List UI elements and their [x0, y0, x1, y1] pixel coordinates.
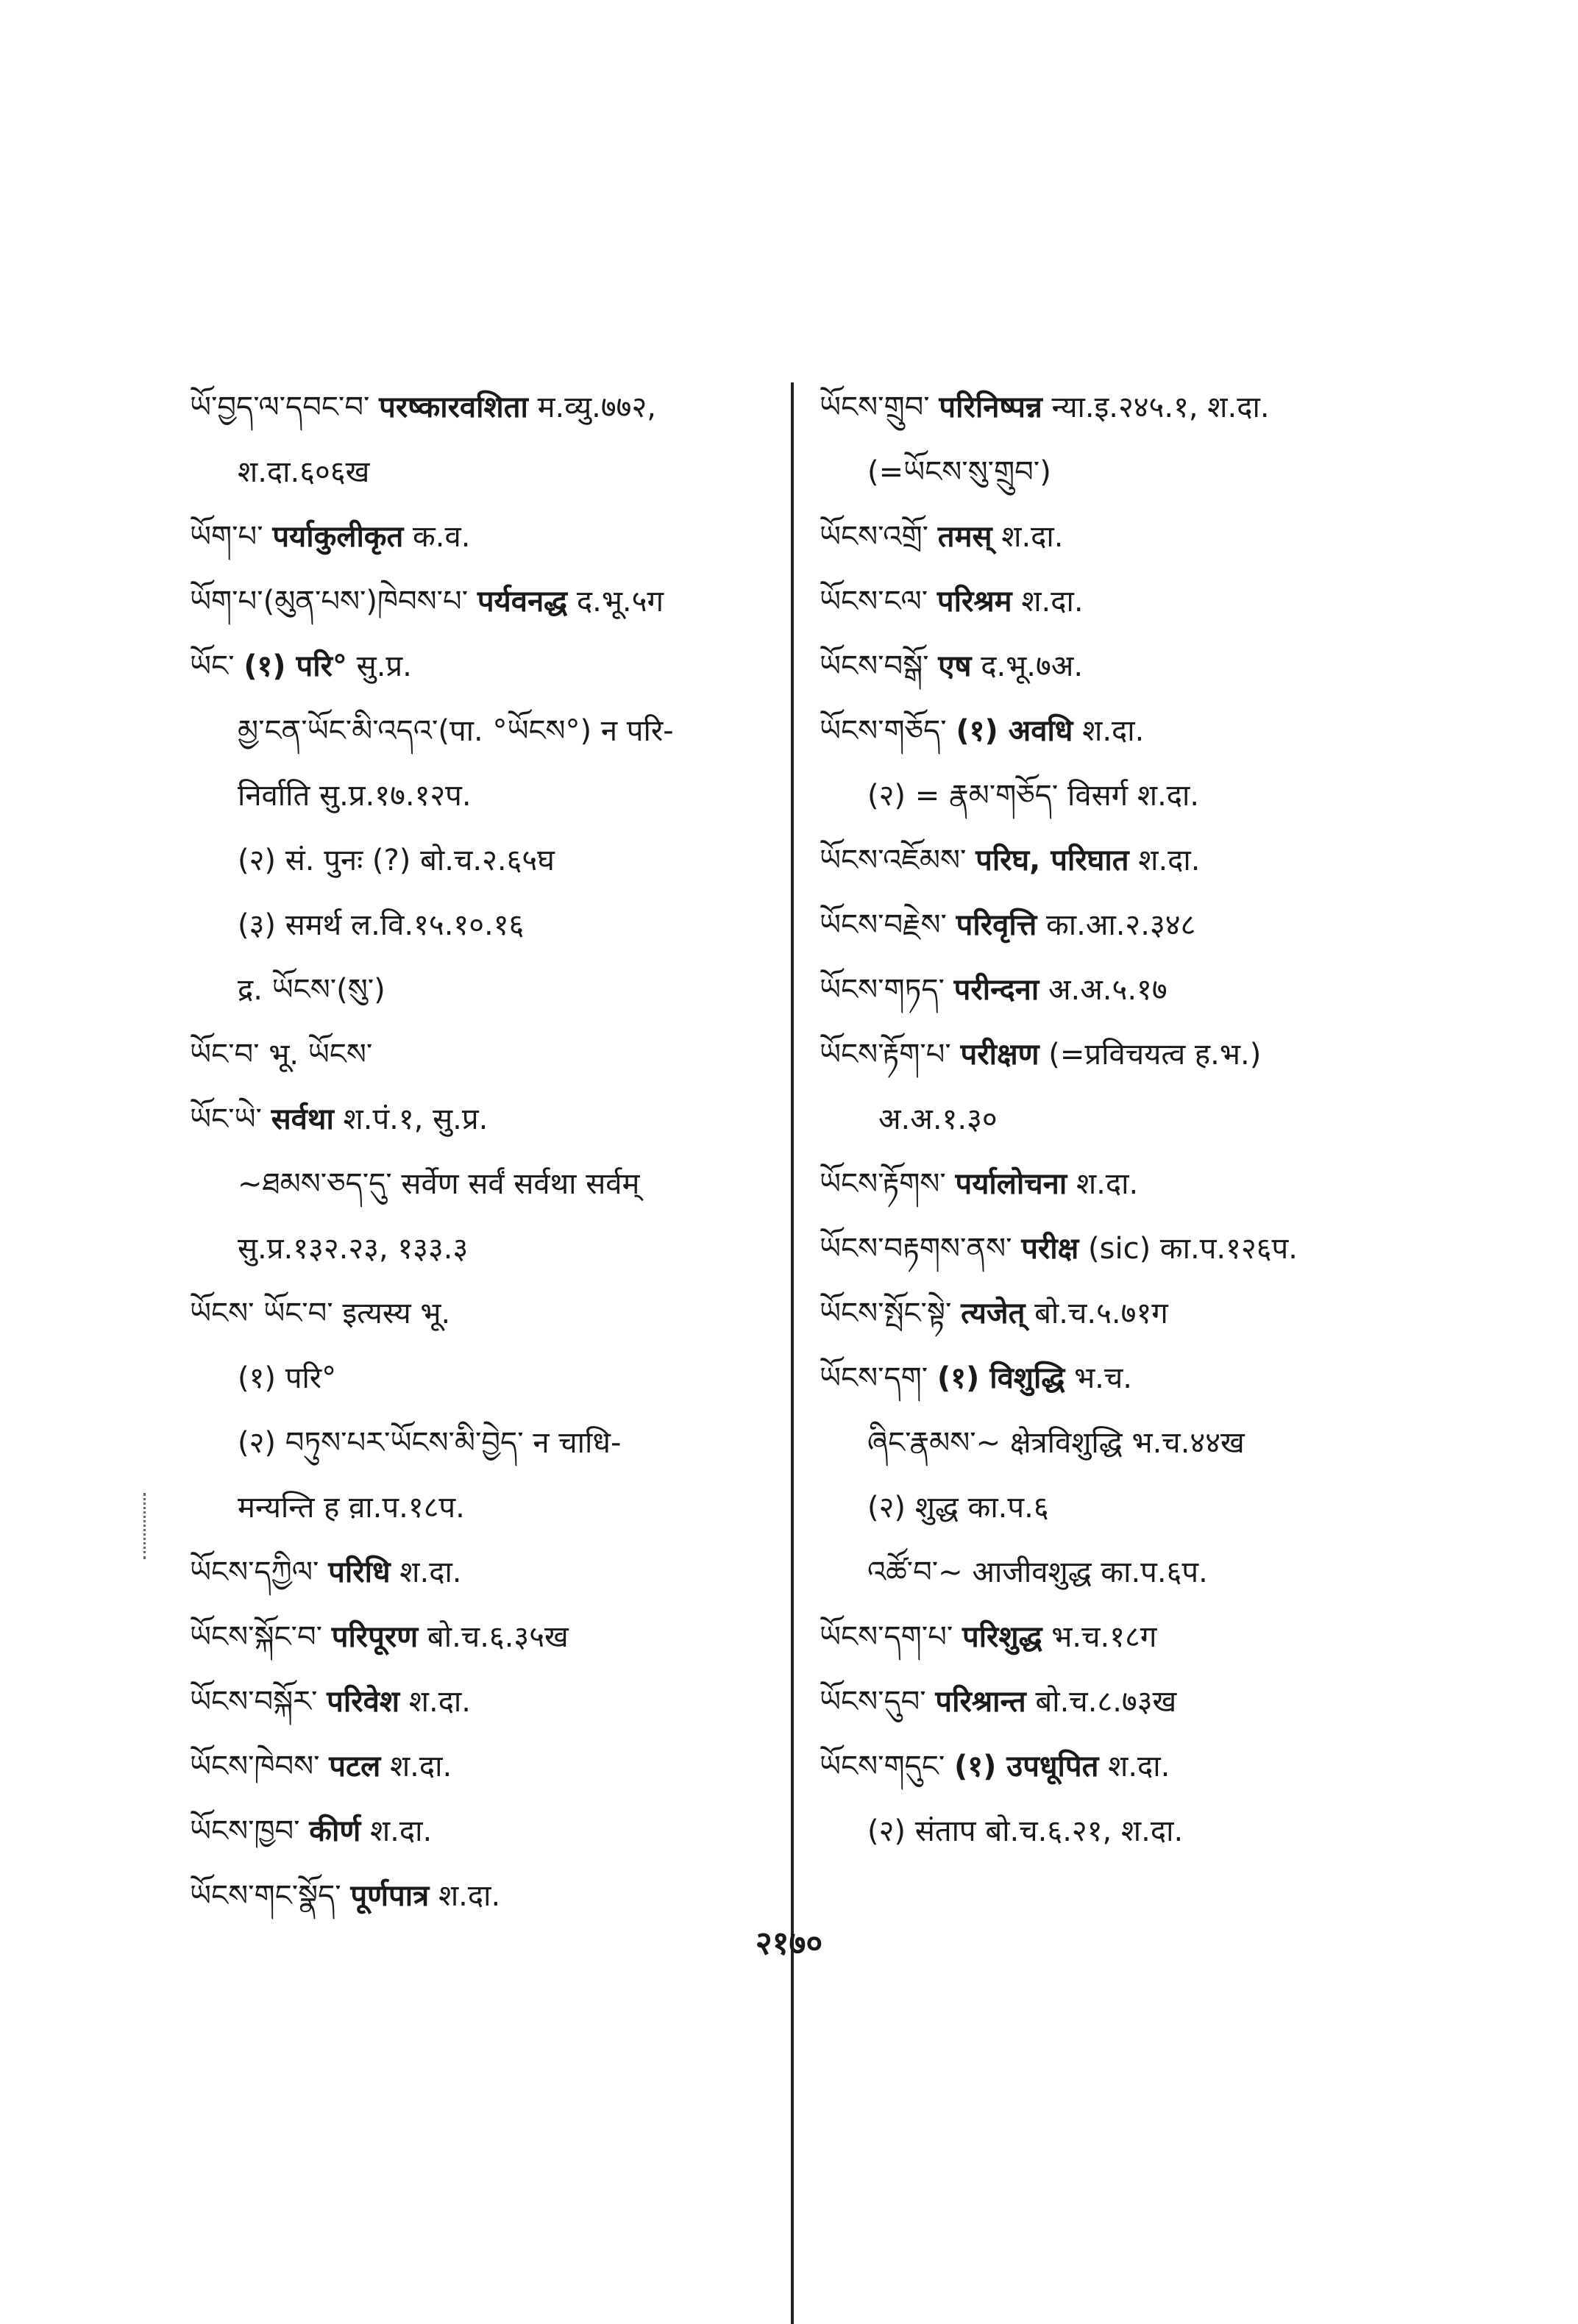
dictionary-entry [820, 958, 1393, 1022]
entry-gloss: सर्वथा [271, 1102, 334, 1136]
dictionary-entry [820, 634, 1393, 699]
dictionary-entry [820, 1022, 1393, 1087]
dictionary-entry [820, 828, 1393, 893]
entry-continuation: (२) सं. पुनः (?) बो.च.२.६५घ [238, 844, 555, 877]
entry-headword: ཡོག་པ་ [190, 520, 263, 554]
dictionary-entry [190, 569, 778, 634]
entry-continuation: (=ཡོངས་སུ་གྲུབ་) [867, 455, 1051, 489]
entry-headword: ཡོངས་སྤོང་སྟེ་ [820, 1297, 952, 1330]
entry-gloss: कीर्ण [309, 1814, 361, 1848]
entry-headword: ཡོངས་གདུང་ [820, 1750, 945, 1783]
entry-reference: श.दा. [1108, 1750, 1170, 1783]
entry-gloss: त्यजेत् [961, 1297, 1026, 1330]
entry-continuation: (२) शुद्ध का.प.६ [867, 1491, 1049, 1525]
entry-continuation: सु.प्र.१३२.२३, १३३.३ [238, 1232, 469, 1266]
entry-continuation: अ.अ.१.३० [878, 1102, 998, 1136]
entry-continuation: (३) समर्थ ल.वि.१५.१०.१६ [238, 908, 525, 942]
entry-continuation: (२) संताप बो.च.६.२१, श.दा. [867, 1814, 1184, 1848]
entry-gloss: पटल [329, 1750, 381, 1783]
dictionary-entry [820, 893, 1393, 958]
entry-headword: ཡོངས་དག་པ་ [820, 1620, 953, 1654]
entry-reference: म.व्यु.७७२, [537, 391, 656, 424]
entry-reference: श.दा. [1138, 844, 1201, 877]
entry-gloss: तमस् [937, 520, 992, 554]
entry-gloss: परिशुद्ध [962, 1620, 1042, 1654]
dictionary-entry [190, 1087, 778, 1152]
entry-reference: का.आ.२.३४८ [1046, 908, 1196, 942]
dictionary-entry [190, 1799, 778, 1864]
entry-headword: ཡོག་པ་(མུན་པས་)ཁེབས་པ་ [190, 585, 469, 619]
dictionary-entry [820, 505, 1393, 569]
dictionary-entry [820, 699, 1393, 763]
entry-reference: श.दा. [438, 1879, 501, 1913]
dictionary-entry [190, 1605, 778, 1669]
entry-reference: बो.च.५.७१ग [1034, 1297, 1168, 1330]
entry-reference: श.दा. [1076, 1167, 1139, 1201]
entry-gloss: परिधि [328, 1555, 391, 1589]
entry-continuation: མྱ་ངན་ཡོང་མི་འདའ་(पा. °ཡོངས°) न परि- [238, 714, 674, 748]
entry-gloss: परीन्दना [953, 973, 1039, 1007]
entry-reference: सु.प्र. [356, 649, 412, 683]
entry-headword: ཡོངས་གཏད་ [820, 973, 945, 1007]
entry-headword: ཡོངས་དུབ་ [820, 1685, 926, 1719]
entry-reference: श.दा. [369, 1814, 433, 1848]
entry-headword: ཡོངས་འཇོམས་ [820, 844, 967, 877]
entry-gloss: (१) परि° [244, 649, 347, 683]
column-divider [791, 382, 794, 2324]
entry-gloss: परीक्ष [1021, 1232, 1079, 1266]
entry-headword: ཡོངས་དཀྱིལ་ [190, 1555, 319, 1589]
entry-reference: श.पं.१, सु.प्र. [343, 1102, 488, 1136]
entry-continuation: (२) བཏུས་པར་ཡོངས་མི་བྱེད་ न चाधि- [238, 1426, 622, 1460]
dictionary-entry [820, 1734, 1393, 1799]
left-column [190, 375, 778, 1928]
entry-reference: श.दा. [1001, 520, 1064, 554]
entry-continuation: द्र. ཡོངས་(སུ་) [238, 973, 385, 1007]
entry-continuation: ཞིང་རྣམས་~ क्षेत्रविशुद्धि भ.च.४४ख [867, 1426, 1245, 1460]
entry-headword: ཡོངས་གཅོད་ [820, 714, 947, 748]
entry-gloss: (१) अवधि [956, 714, 1073, 748]
entry-reference: (sic) का.प.१२६प. [1088, 1232, 1298, 1266]
entry-headword: ཡོངས་བརྟགས་ནས་ [820, 1232, 1012, 1266]
entry-gloss: परिघ, परिघात [975, 844, 1129, 877]
entry-headword: ཡོངས་ཁེབས་ [190, 1750, 320, 1783]
entry-continuation: श.दा.६०६ख [238, 455, 370, 489]
entry-reference: (=प्रविचयत्व ह.भ.) [1048, 1038, 1262, 1072]
entry-continuation: मन्यन्ति ह व़ा.प.१८प. [238, 1491, 465, 1525]
margin-mark [143, 1493, 148, 1559]
entry-gloss: परिश्रम [937, 585, 1012, 619]
entry-continuation: ~ཐམས་ཅད་དུ་ सर्वेण सर्वं सर्वथा सर्वम् [238, 1167, 640, 1201]
entry-headword: ཡོངས་སྐོང་བ་ [190, 1620, 322, 1654]
dictionary-entry [190, 1669, 778, 1734]
entry-gloss: एष [938, 649, 972, 683]
entry-gloss: परिश्रान्त [935, 1685, 1026, 1719]
right-column [820, 375, 1393, 1864]
dictionary-entry [820, 1669, 1393, 1734]
entry-headword: ཡོངས་བསྐོར་ [190, 1685, 318, 1719]
entry-headword: ཡོངས་དག་ [820, 1361, 928, 1395]
entry-reference: द.भू.७अ. [981, 649, 1084, 683]
entry-reference: भ.च. [1074, 1361, 1133, 1395]
entry-gloss: पर्याकुलीकृत [272, 520, 404, 554]
dictionary-entry [190, 505, 778, 569]
dictionary-entry [820, 1152, 1393, 1216]
entry-headword: ཡོངས་རྟོགས་ [820, 1167, 946, 1201]
dictionary-entry [820, 1216, 1393, 1281]
entry-headword: ཡོང་ཡེ་ [190, 1102, 262, 1136]
entry-reference: ཡོང་བ་ इत्यस्य भू. [263, 1297, 451, 1330]
entry-gloss: पर्यवनद्ध [477, 585, 568, 619]
entry-headword: ཡོངས་བརྗེས་ [820, 908, 947, 942]
entry-reference: भू. ཡོངས་ [269, 1038, 373, 1072]
entry-reference: अ.अ.५.१७ [1048, 973, 1167, 1007]
entry-gloss: (१) उपधूपित [954, 1750, 1099, 1783]
dictionary-entry [820, 569, 1393, 634]
entry-reference: भ.च.१८ग [1051, 1620, 1157, 1654]
entry-headword: ཡོང་བ་ [190, 1038, 260, 1072]
dictionary-entry [190, 1864, 778, 1928]
entry-gloss: परिवृत्ति [956, 908, 1037, 942]
entry-gloss: पूर्णपात्र [350, 1879, 430, 1913]
entry-reference: श.दा. [408, 1685, 472, 1719]
dictionary-entry [190, 1022, 778, 1087]
entry-gloss: पर्यालोचना [955, 1167, 1067, 1201]
dictionary-entry [190, 375, 778, 440]
dictionary-entry [820, 375, 1393, 440]
entry-reference: बो.च.८.७३ख [1035, 1685, 1177, 1719]
entry-gloss: परिवेश [327, 1685, 400, 1719]
dictionary-entry [190, 1540, 778, 1605]
entry-headword: ཡོངས་བསྒོ་ [820, 649, 929, 683]
entry-reference: श.दा. [389, 1750, 452, 1783]
dictionary-entry [820, 1281, 1393, 1346]
entry-headword: ཡོངས་གྲུབ་ [820, 391, 930, 424]
entry-reference: श.दा. [399, 1555, 462, 1589]
entry-headword: ཡོངས་གང་སྣོད་ [190, 1879, 341, 1913]
entry-continuation: निर्वाति सु.प्र.१७.१२प. [238, 779, 472, 813]
entry-continuation: (२) = རྣམ་གཅོད་ विसर्ग श.दा. [867, 779, 1200, 813]
dictionary-entry [820, 1346, 1393, 1411]
entry-gloss: (१) विशुद्धि [937, 1361, 1065, 1395]
entry-headword: ཡོངས་ [190, 1297, 255, 1330]
page-number: २१७० [755, 1925, 823, 1962]
entry-headword: ཡོངས་ངལ་ [820, 585, 928, 619]
entry-reference: न्या.इ.२४५.१, श.दा. [1051, 391, 1270, 424]
entry-continuation: འཚོ་བ་~ आजीवशुद्ध का.प.६प. [867, 1555, 1208, 1589]
entry-reference: श.दा. [1021, 585, 1084, 619]
entry-headword: ཡོ་བྱད་ལ་དབང་བ་ [190, 391, 370, 424]
entry-headword: ཡོངས་འགྲོ་ [820, 520, 929, 554]
entry-reference: द.भू.५ग [576, 585, 664, 619]
entry-headword: ཡོངས་ཁྱབ་ [190, 1814, 300, 1848]
entry-reference: क.व. [413, 520, 471, 554]
entry-headword: ཡོངས་རྟོག་པ་ [820, 1038, 951, 1072]
entry-gloss: परिनिष्पन्न [939, 391, 1042, 424]
entry-continuation: (१) परि° [238, 1361, 337, 1395]
dictionary-entry [190, 1281, 778, 1346]
dictionary-entry [190, 1734, 778, 1799]
entry-gloss: परिपूरण [331, 1620, 419, 1654]
entry-headword: ཡོང་ [190, 649, 235, 683]
dictionary-entry [190, 634, 778, 699]
dictionary-entry [820, 1605, 1393, 1669]
entry-gloss: परीक्षण [960, 1038, 1039, 1072]
entry-gloss: परष्कारवशिता [379, 391, 528, 424]
entry-reference: श.दा. [1082, 714, 1145, 748]
entry-reference: बो.च.६.३५ख [427, 1620, 569, 1654]
